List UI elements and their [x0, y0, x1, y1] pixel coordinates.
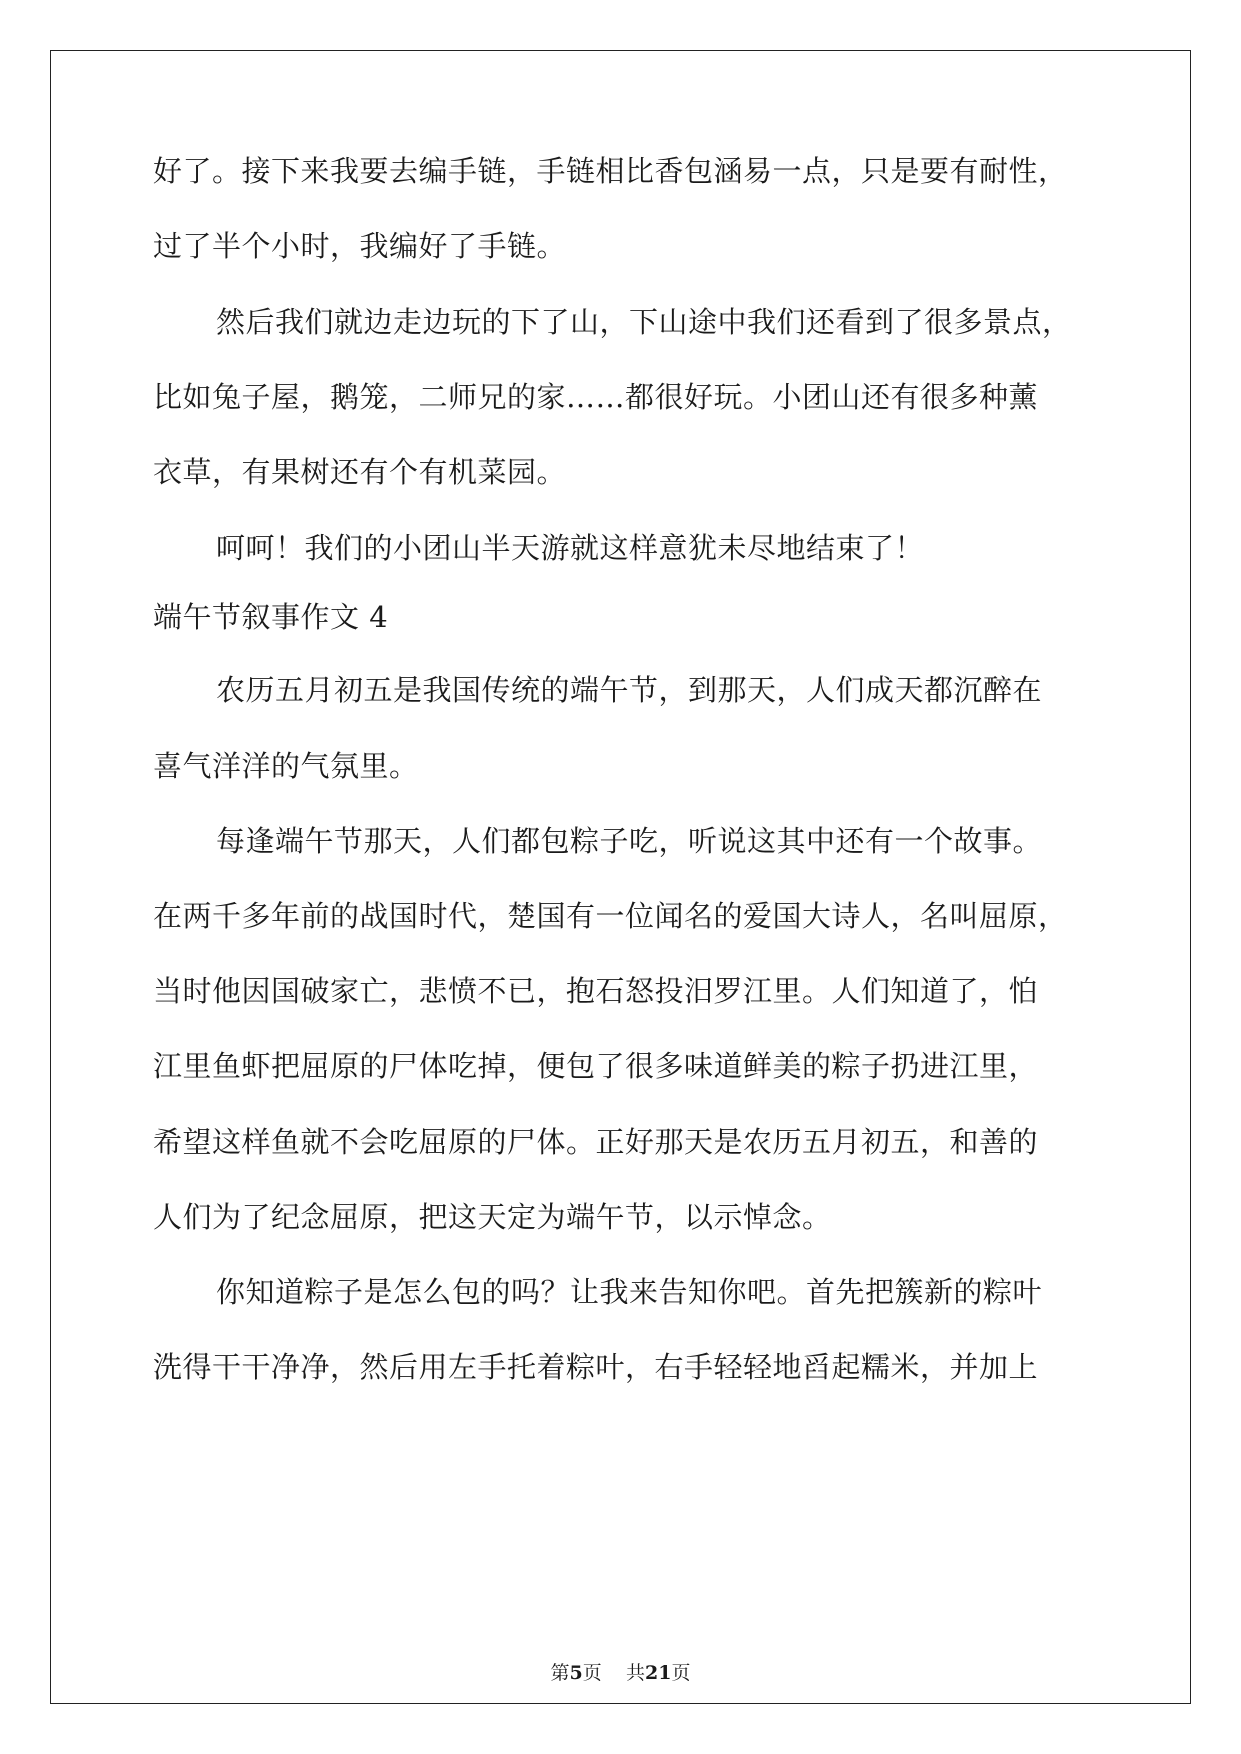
section-heading: 端午节叙事作文 4: [153, 600, 389, 634]
text-line: 在两千多年前的战国时代，楚国有一位闻名的爱国大诗人，名叫屈原，: [153, 899, 1068, 933]
text-line: 江里鱼虾把屈原的尸体吃掉，便包了很多味道鲜美的粽子扔进江里，: [153, 1049, 1039, 1083]
text-line: 人们为了纪念屈原，把这天定为端午节，以示悼念。: [153, 1200, 832, 1234]
text-line: 希望这样鱼就不会吃屈原的尸体。正好那天是农历五月初五，和善的: [153, 1125, 1039, 1159]
text-line: 然后我们就边走边玩的下了山，下山途中我们还看到了很多景点，: [216, 305, 1072, 339]
text-line: 农历五月初五是我国传统的端午节，到那天，人们成天都沉醉在: [216, 673, 1043, 707]
total-prefix: 共: [625, 1662, 645, 1684]
text-line: 当时他因国破家亡，悲愤不已，抱石怒投汨罗江里。人们知道了，怕: [153, 974, 1039, 1008]
text-line: 衣草，有果树还有个有机菜园。: [153, 455, 567, 489]
total-suffix: 页: [671, 1662, 691, 1684]
text-line: 你知道粽子是怎么包的吗？让我来告知你吧。首先把簇新的粽叶: [216, 1275, 1043, 1309]
text-line: 过了半个小时，我编好了手链。: [153, 229, 567, 263]
page-number: 5: [569, 1662, 583, 1684]
page-suffix: 页: [582, 1662, 602, 1684]
page-footer: [0, 1661, 1241, 1685]
total-pages: 21: [644, 1662, 672, 1684]
text-line: 每逢端午节那天，人们都包粽子吃，听说这其中还有一个故事。: [216, 824, 1043, 858]
text-line: 洗得干干净净，然后用左手托着粽叶，右手轻轻地舀起糯米，并加上: [153, 1350, 1039, 1384]
page-border: [50, 50, 1191, 1704]
text-line: 呵呵！我们的小团山半天游就这样意犹未尽地结束了！: [216, 531, 925, 565]
page-prefix: 第: [550, 1662, 570, 1684]
text-line: 喜气洋洋的气氛里。: [153, 749, 419, 783]
text-line: 比如兔子屋，鹅笼，二师兄的家……都很好玩。小团山还有很多种薰: [153, 380, 1039, 414]
text-line: 好了。接下来我要去编手链，手链相比香包涵易一点，只是要有耐性，: [153, 154, 1068, 188]
